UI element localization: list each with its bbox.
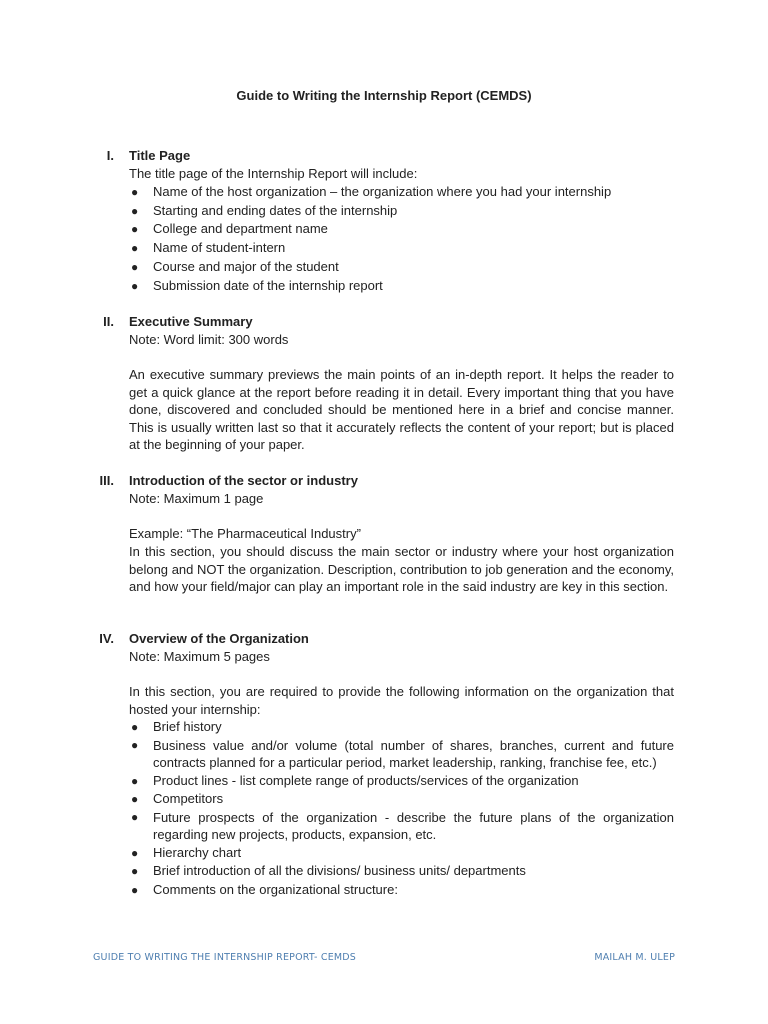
footer-right: MAILAH M. ULEP [594, 952, 675, 963]
section-paragraph: In this section, you should discuss the main sector or industry where your host organization belong and NOT the organization. Description, contribution to job generation and the economy, and how your field/major can play an important role in the said industry are key in this section. [129, 544, 674, 594]
bullet-icon: ● [131, 278, 139, 293]
list-item: ● Future prospects of the organization - describe the future plans of the organization regarding new projects, products, expansion, etc. [131, 809, 674, 843]
footer-left: GUIDE TO WRITING THE INTERNSHIP REPORT- CEMDS [93, 952, 357, 963]
list-item: ● Name of student-intern [129, 239, 674, 258]
section-heading: Introduction of the sector or industry [129, 473, 358, 488]
bullet-icon: ● [131, 864, 139, 879]
section-numeral: I. [106, 148, 114, 163]
section-paragraph: An executive summary previews the main points of an in-depth report. It helps the reader to get a quick glance at the report before reading it in detail. Every important thing that you have done, discovered and concluded should be mentioned here in a brief and concise manner. This is usually written last so that it accurately reflects the content of your report; but is placed at the beginning of your paper. [129, 367, 674, 452]
section-numeral: III. [99, 473, 114, 488]
section-note: Note: Word limit: 300 words [129, 332, 289, 347]
bullet-icon: ● [131, 259, 139, 274]
section-heading: Executive Summary [129, 314, 253, 329]
bullet-list [129, 718, 674, 900]
list-item: ● Starting and ending dates of the internship [129, 202, 674, 221]
section-paragraph: In this section, you are required to provide the following information on the organization that hosted your internship: [129, 684, 674, 717]
bullet-icon: ● [131, 203, 139, 218]
bullet-icon: ● [131, 845, 139, 860]
section-intro: The title page of the Internship Report will include: [129, 166, 418, 181]
section-heading: Title Page [129, 148, 191, 163]
bullet-icon: ● [131, 809, 139, 824]
bullet-icon: ● [131, 792, 139, 807]
section-note: Note: Maximum 5 pages [129, 649, 270, 664]
list-item: ● Name of the host organization – the organization where you had your internship [129, 183, 674, 202]
bullet-icon: ● [131, 883, 139, 898]
list-item: ● Product lines - list complete range of products/services of the organization [129, 772, 674, 791]
list-item: ● Hierarchy chart [129, 844, 674, 863]
bullet-icon: ● [131, 737, 139, 752]
section-numeral: II. [103, 314, 114, 329]
bullet-icon: ● [131, 773, 139, 788]
list-item: ● Course and major of the student [129, 258, 674, 277]
bullet-icon: ● [131, 185, 139, 199]
bullet-list [129, 183, 674, 295]
list-item: ● Brief introduction of all the divisions/ business units/ departments [129, 862, 674, 881]
section-note: Note: Maximum 1 page [129, 491, 264, 506]
section-heading: Overview of the Organization [129, 631, 309, 646]
document-title: Guide to Writing the Internship Report (CEMDS) [236, 88, 532, 103]
list-item: ● Submission date of the internship report [129, 277, 674, 296]
list-item: ● Competitors [129, 790, 674, 809]
list-item: ● Business value and/or volume (total number of shares, branches, current and future contracts planned for a particular period, market leadership, ranking, franchise fee, etc.) [131, 737, 674, 771]
list-item: ● Comments on the organizational structure: [129, 881, 674, 900]
section-numeral: IV. [99, 631, 114, 646]
bullet-icon: ● [131, 222, 139, 237]
bullet-icon: ● [131, 241, 139, 256]
section-example: Example: “The Pharmaceutical Industry” [129, 526, 361, 541]
list-item: ● College and department name [129, 220, 674, 239]
list-item: ● Brief history [129, 718, 674, 737]
bullet-icon: ● [131, 720, 139, 734]
